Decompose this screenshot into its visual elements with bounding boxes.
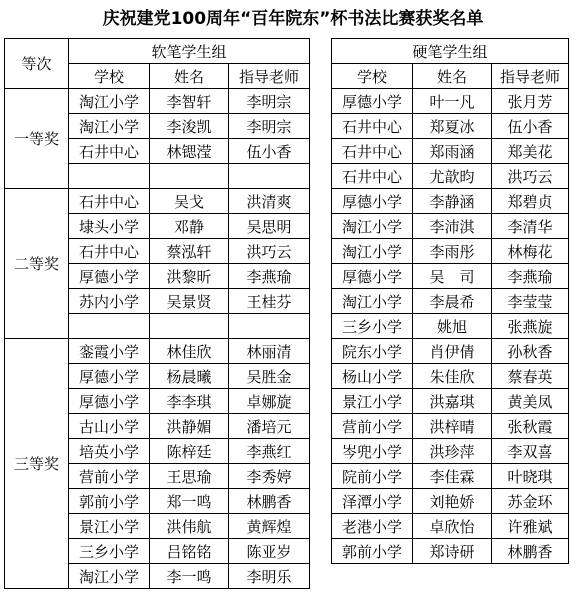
school-cell: 景江小学 (69, 514, 150, 539)
school-cell: 銮霞小学 (69, 339, 150, 364)
student-cell: 陈梓廷 (150, 439, 229, 464)
student-cell: 肖伊倩 (413, 339, 492, 364)
student-cell: 李雨彤 (413, 239, 492, 264)
table-row (332, 114, 569, 139)
teacher-cell: 林鹏香 (229, 489, 310, 514)
table-row (332, 264, 569, 289)
teacher-cell: 洪巧云 (229, 239, 310, 264)
student-cell: 尤歆昀 (413, 164, 492, 189)
student-cell: 朱佳欣 (413, 364, 492, 389)
teacher-cell: 卓娜旋 (229, 389, 310, 414)
student-cell: 洪静媚 (150, 414, 229, 439)
table-row (332, 314, 569, 339)
teacher-cell: 洪巧云 (492, 164, 569, 189)
teacher-cell: 孙秋香 (492, 339, 569, 364)
teacher-cell: 陈亚岁 (229, 539, 310, 564)
school-cell: 淘江小学 (69, 564, 150, 589)
school-cell: 厚德小学 (332, 189, 413, 214)
school-cell: 培英小学 (69, 439, 150, 464)
teacher-cell: 蔡春英 (492, 364, 569, 389)
student-cell: 郑雨涵 (413, 139, 492, 164)
school-cell: 郭前小学 (332, 539, 413, 564)
school-cell: 古山小学 (69, 414, 150, 439)
teacher-cell: 李莹莹 (492, 289, 569, 314)
student-cell: 吴 司 (413, 264, 492, 289)
school-cell: 三乡小学 (69, 539, 150, 564)
table-row (332, 289, 569, 314)
student-cell: 吴景贤 (150, 289, 229, 314)
column-header-row (332, 64, 569, 89)
school-cell (69, 164, 150, 189)
student-cell: 卓欣怡 (413, 514, 492, 539)
school-cell: 院东小学 (332, 339, 413, 364)
school-cell: 淘江小学 (332, 289, 413, 314)
teacher-cell: 张月芳 (492, 89, 569, 114)
teacher-cell: 林梅花 (492, 239, 569, 264)
school-cell: 淘江小学 (69, 89, 150, 114)
school-cell: 营前小学 (332, 414, 413, 439)
teacher-cell: 张燕旋 (492, 314, 569, 339)
school-header: 学校 (69, 64, 150, 89)
student-cell: 杨晨曦 (150, 364, 229, 389)
student-cell: 洪嘉琪 (413, 389, 492, 414)
teacher-cell: 吴思明 (229, 214, 310, 239)
student-cell: 蔡泓轩 (150, 239, 229, 264)
school-cell: 营前小学 (69, 464, 150, 489)
table-row (332, 514, 569, 539)
group-header-row (5, 39, 310, 64)
school-cell: 厚德小学 (69, 389, 150, 414)
table-row (332, 389, 569, 414)
school-cell: 景江小学 (332, 389, 413, 414)
student-cell: 姚旭 (413, 314, 492, 339)
school-cell: 老港小学 (332, 514, 413, 539)
teacher-cell: 李燕瑜 (492, 264, 569, 289)
school-cell: 淘江小学 (332, 239, 413, 264)
rank-cell: 一等奖 (5, 89, 69, 189)
student-cell: 李沛淇 (413, 214, 492, 239)
student-cell (150, 314, 229, 339)
teacher-cell: 李明宗 (229, 89, 310, 114)
table-row (332, 214, 569, 239)
school-cell: 石井中心 (69, 139, 150, 164)
student-cell: 吕铭铭 (150, 539, 229, 564)
hard-group-header: 硬笔学生组 (332, 39, 569, 64)
school-cell: 厚德小学 (69, 264, 150, 289)
school-cell: 泽潭小学 (332, 489, 413, 514)
student-cell: 李一鸣 (150, 564, 229, 589)
teacher-cell: 苏金环 (492, 489, 569, 514)
school-cell: 厚德小学 (332, 89, 413, 114)
table-row (332, 164, 569, 189)
school-cell: 杨山小学 (332, 364, 413, 389)
student-cell: 林佳欣 (150, 339, 229, 364)
teacher-cell: 黄辉煌 (229, 514, 310, 539)
table-row (332, 439, 569, 464)
teacher-cell: 李秀婷 (229, 464, 310, 489)
student-cell: 吴戈 (150, 189, 229, 214)
school-cell: 石井中心 (332, 164, 413, 189)
table-row (332, 139, 569, 164)
student-cell: 邓静 (150, 214, 229, 239)
student-cell: 李智轩 (150, 89, 229, 114)
teacher-cell: 李双喜 (492, 439, 569, 464)
teacher-cell (229, 164, 310, 189)
group-header-row (332, 39, 569, 64)
table-row (332, 339, 569, 364)
school-cell (69, 314, 150, 339)
teacher-cell: 王桂芬 (229, 289, 310, 314)
teacher-header: 指导老师 (492, 64, 569, 89)
table-row (5, 89, 310, 114)
teacher-cell: 张秋霞 (492, 414, 569, 439)
table-row (332, 189, 569, 214)
teacher-cell: 伍小香 (229, 139, 310, 164)
teacher-cell: 李清华 (492, 214, 569, 239)
student-cell: 洪珍萍 (413, 439, 492, 464)
school-cell: 郭前小学 (69, 489, 150, 514)
student-cell: 洪伟航 (150, 514, 229, 539)
teacher-cell: 李燕瑜 (229, 264, 310, 289)
rank-cell: 三等奖 (5, 339, 69, 589)
soft-group-header: 软笔学生组 (69, 39, 310, 64)
student-cell: 郑诗研 (413, 539, 492, 564)
school-cell: 厚德小学 (69, 364, 150, 389)
soft-brush-table (4, 38, 310, 589)
teacher-header: 指导老师 (229, 64, 310, 89)
table-row (332, 239, 569, 264)
teacher-cell: 李明宗 (229, 114, 310, 139)
table-row (332, 489, 569, 514)
student-cell: 郑一鸣 (150, 489, 229, 514)
school-cell: 三乡小学 (332, 314, 413, 339)
teacher-cell: 吴胜金 (229, 364, 310, 389)
student-cell: 李静涵 (413, 189, 492, 214)
hard-pen-table (331, 38, 569, 564)
student-cell: 李浚凯 (150, 114, 229, 139)
page-title: 庆祝建党100周年“百年院东”杯书法比赛获奖名单 (102, 9, 484, 29)
student-cell: 洪梓晴 (413, 414, 492, 439)
rank-cell: 二等奖 (5, 189, 69, 339)
school-header: 学校 (332, 64, 413, 89)
teacher-cell: 郑碧贞 (492, 189, 569, 214)
teacher-cell: 黄美凤 (492, 389, 569, 414)
teacher-cell: 李燕红 (229, 439, 310, 464)
name-header: 姓名 (150, 64, 229, 89)
teacher-cell: 林鹏香 (492, 539, 569, 564)
school-cell: 石井中心 (332, 114, 413, 139)
school-cell: 石井中心 (69, 239, 150, 264)
school-cell: 苏内小学 (69, 289, 150, 314)
table-row (332, 414, 569, 439)
school-cell: 埭头小学 (69, 214, 150, 239)
table-row (5, 189, 310, 214)
rank-header: 等次 (5, 39, 69, 89)
teacher-cell (229, 314, 310, 339)
student-cell (150, 164, 229, 189)
school-cell: 厚德小学 (332, 264, 413, 289)
school-cell: 淘江小学 (69, 114, 150, 139)
student-cell: 李晨希 (413, 289, 492, 314)
teacher-cell: 李明乐 (229, 564, 310, 589)
teacher-cell: 叶晓琪 (492, 464, 569, 489)
teacher-cell: 许雅斌 (492, 514, 569, 539)
school-cell: 石井中心 (69, 189, 150, 214)
school-cell: 院前小学 (332, 464, 413, 489)
teacher-cell: 林丽清 (229, 339, 310, 364)
school-cell: 石井中心 (332, 139, 413, 164)
teacher-cell: 郑美花 (492, 139, 569, 164)
student-cell: 王思瑜 (150, 464, 229, 489)
student-cell: 林锶滢 (150, 139, 229, 164)
table-row (5, 339, 310, 364)
teacher-cell: 潘培元 (229, 414, 310, 439)
teacher-cell: 伍小香 (492, 114, 569, 139)
student-cell: 郑夏冰 (413, 114, 492, 139)
student-cell: 洪黎昕 (150, 264, 229, 289)
school-cell: 淘江小学 (332, 214, 413, 239)
table-row (332, 464, 569, 489)
name-header: 姓名 (413, 64, 492, 89)
student-cell: 刘艳娇 (413, 489, 492, 514)
table-row (332, 364, 569, 389)
student-cell: 李佳霖 (413, 464, 492, 489)
school-cell: 岑兜小学 (332, 439, 413, 464)
table-row (332, 539, 569, 564)
student-cell: 叶一凡 (413, 89, 492, 114)
student-cell: 李李琪 (150, 389, 229, 414)
table-row (332, 89, 569, 114)
teacher-cell: 洪清爽 (229, 189, 310, 214)
